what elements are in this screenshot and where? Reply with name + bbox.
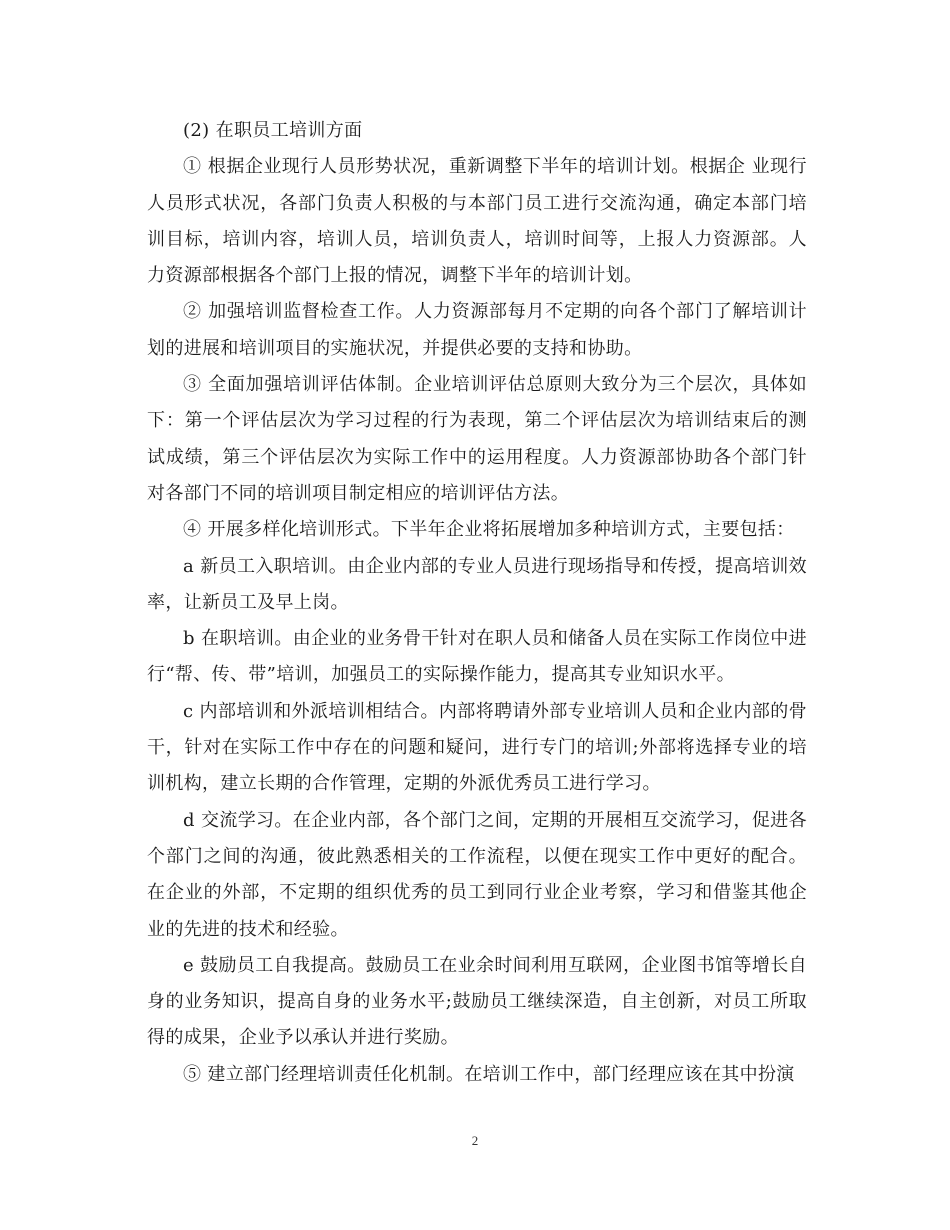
paragraph-sub-c: c 内部培训和外派培训相结合。内部将聘请外部专业培训人员和企业内部的骨干，针对在实际工作中存在的问题和疑问，进行专门的培训;外部将选择专业的培训机构，建立长期的合作管理，定期的外派优秀员工进行学习。 [147,700,807,795]
paragraph-item-1: ① 根据企业现行人员形势状况，重新调整下半年的培训计划。根据企 业现行人员形式状况，各部门负责人积极的与本部门员工进行交流沟通，确定本部门培训目标，培训内容，培训人员，培训负责人，培训时间等，上报人力资源部。人力资源部根据各个部门上报的情况，调整下半年的培训计划。 [147,156,807,287]
paragraph-item-4: ④ 开展多样化培训形式。下半年企业将拓展增加多种培训方式，主要包括： [183,519,795,541]
document-body [147,113,807,1093]
paragraph-item-2: ② 加强培训监督检查工作。人力资源部每月不定期的向各个部门了解培训计划的进展和培训项目的实施状况，并提供必要的支持和协助。 [147,301,807,359]
paragraph-sub-b: b 在职培训。由企业的业务骨干针对在职人员和储备人员在实际工作岗位中进行“帮、传、带”培训，加强员工的实际操作能力，提高其专业知识水平。 [147,628,807,686]
paragraph-sub-d: d 交流学习。在企业内部，各个部门之间，定期的开展相互交流学习，促进各个部门之间的沟通，彼此熟悉相关的工作流程，以便在现实工作中更好的配合。在企业的外部，不定期的组织优秀的员工到同行业企业考察，学习和借鉴其他企业的先进的技术和经验。 [147,809,807,940]
paragraph-sub-a: a 新员工入职培训。由企业内部的专业人员进行现场指导和传授，提高培训效率，让新员工及早上岗。 [147,555,807,613]
page-number: 2 [471,1133,479,1148]
paragraph-item-3: ③ 全面加强培训评估体制。企业培训评估总原则大致分为三个层次，具体如下：第一个评估层次为学习过程的行为表现，第二个评估层次为培训结束后的测试成绩，第三个评估层次为实际工作中的运用程度。人力资源部协助各个部门针对各部门不同的培训项目制定相应的培训评估方法。 [147,374,807,504]
section-heading: (2) 在职员工培训方面 [183,120,363,141]
paragraph-item-5: ⑤ 建立部门经理培训责任化机制。在培训工作中，部门经理应该在其中扮演 [183,1063,795,1085]
paragraph-sub-e: e 鼓励员工自我提高。鼓励员工在业余时间利用互联网，企业图书馆等增长自身的业务知识，提高自身的业务水平;鼓励员工继续深造，自主创新，对员工所取得的成果，企业予以承认并进行奖励。 [147,954,807,1049]
